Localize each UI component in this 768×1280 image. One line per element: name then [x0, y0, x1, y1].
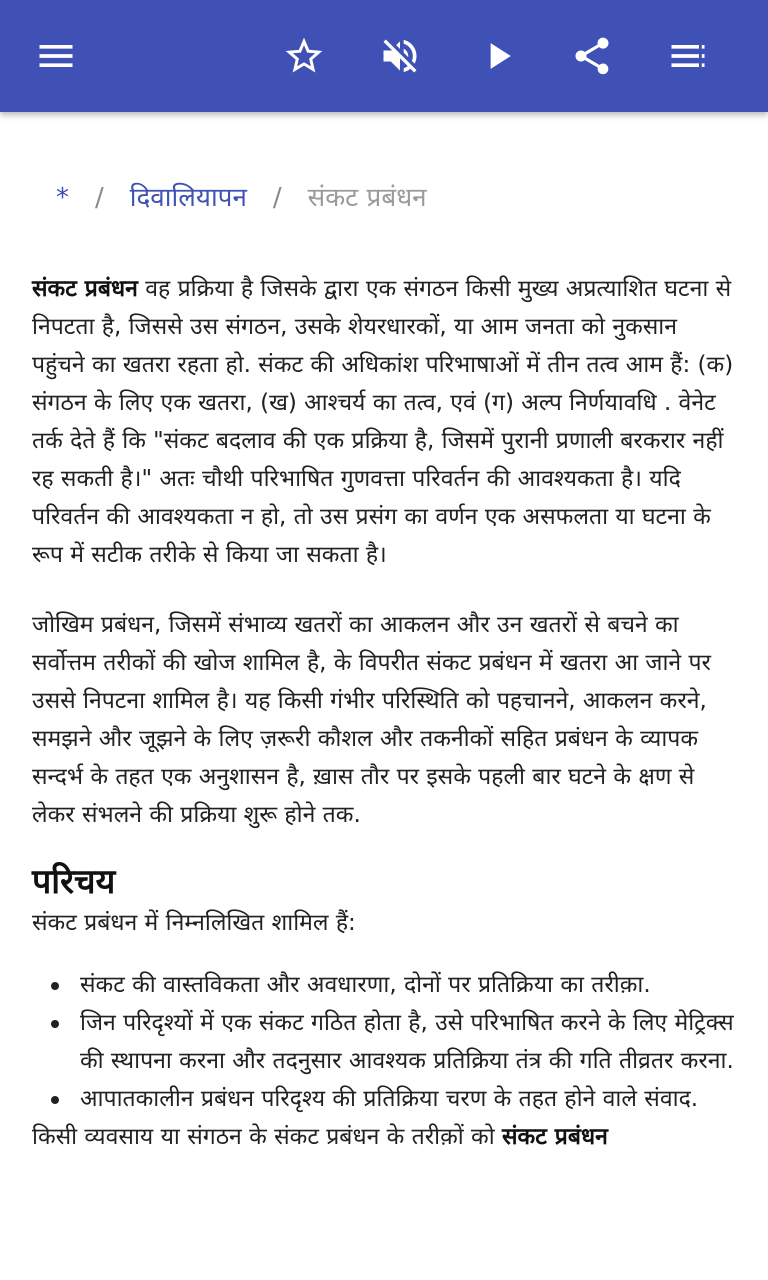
- app-toolbar: [0, 0, 768, 112]
- star-outline-icon: [282, 34, 326, 78]
- section-heading: परिचय: [32, 862, 116, 902]
- favorite-button[interactable]: [276, 28, 332, 84]
- breadcrumb-separator: /: [95, 183, 104, 213]
- breadcrumb-parent-link[interactable]: दिवालियापन: [129, 183, 247, 213]
- section-intro: संकट प्रबंधन में निम्नलिखित शामिल हैं:: [32, 910, 356, 936]
- list-item-text: आपातकालीन प्रबंधन परिदृश्य की प्रतिक्रिया चरण के तहत होने वाले संवाद.: [80, 1086, 699, 1112]
- paragraph-text: वह प्रक्रिया है जिसके द्वारा एक संगठन किसी मुख्य अप्रत्याशित घटना से निपटता है, जिससे उस संगठन, उसके शेयरधारकों, या आम जनता को नुकसान पहुंचने का खतरा रहता हो. संकट की अधिकांश परिभाषाओं में तीन तत्व आम हैं: (क) संगठन के लिए एक खतरा, (ख) आश्चर्य का तत्व, एवं (ग) अल्प निर्णयावधि . वेनेट तर्क देते हैं कि "संकट बदलाव की एक प्रक्रिया है, जिसमें पुरानी प्रणाली बरकरार नहीं रह सकती है।" अतः चौथी परिभाषित गुणवत्ता परिवर्तन की आवश्यकता है। यदि परिवर्तन की आवश्यकता न हो, तो उस प्रसंग का वर्णन एक असफलता या घटना के रूप में सटीक तरीके से किया जा सकता है।: [32, 276, 734, 568]
- bullet-dot-icon: [51, 1020, 59, 1028]
- breadcrumb-home-link[interactable]: *: [56, 183, 69, 213]
- article-paragraph-3: [32, 1118, 736, 1156]
- list-item: [32, 966, 736, 1004]
- article-paragraph-2: जोखिम प्रबंधन, जिसमें संभाव्य खतरों का आकलन और उन खतरों से बचने का सर्वोत्तम तरीकों की खोज शामिल है, के विपरीत संकट प्रबंधन में खतरा आ जाने पर उससे निपटना शामिल है। यह किसी गंभीर परिस्थिति को पहचानने, आकलन करने, समझने और जूझने के लिए ज़रूरी कौशल और तकनीकों सहित प्रबंधन के व्यापक सन्दर्भ के तहत एक अनुशासन है, ख़ास तौर पर इसके पहली बार घटने के क्षण से लेकर संभलने की प्रक्रिया शुरू होने तक.: [32, 612, 711, 828]
- paragraph-text: किसी व्यवसाय या संगठन के संकट प्रबंधन के तरीक़ों को: [32, 1124, 502, 1150]
- article-paragraph-1: [32, 270, 736, 574]
- list-icon: [666, 34, 710, 78]
- hamburger-menu-icon: [34, 34, 78, 78]
- article-title-term: संकट प्रबंधन: [32, 276, 138, 302]
- contents-button[interactable]: [660, 28, 716, 84]
- play-icon: [476, 34, 520, 78]
- share-button[interactable]: [564, 28, 620, 84]
- list-item: [32, 1080, 736, 1118]
- list-item-text: संकट की वास्तविकता और अवधारणा, दोनों पर प्रतिक्रिया का तरीक़ा.: [80, 972, 651, 998]
- volume-off-icon: [378, 34, 422, 78]
- article-content: [32, 112, 736, 1156]
- breadcrumb: [56, 180, 736, 216]
- bullet-list: [32, 966, 736, 1118]
- menu-button[interactable]: [28, 28, 84, 84]
- share-icon: [570, 34, 614, 78]
- list-item-text: जिन परिदृश्यों में एक संकट गठित होता है, उसे परिभाषित करने के लिए मेट्रिक्स की स्थापना करना और तदनुसार आवश्यक प्रतिक्रिया तंत्र की गति तीव्रतर करना.: [80, 1010, 734, 1074]
- bold-term: संकट प्रबंधन: [501, 1124, 608, 1150]
- play-button[interactable]: [470, 28, 526, 84]
- bullet-dot-icon: [51, 982, 59, 990]
- bullet-dot-icon: [51, 1096, 59, 1104]
- breadcrumb-current: संकट प्रबंधन: [307, 183, 427, 213]
- mute-button[interactable]: [372, 28, 428, 84]
- breadcrumb-separator: /: [272, 183, 282, 213]
- list-item: [32, 1004, 736, 1080]
